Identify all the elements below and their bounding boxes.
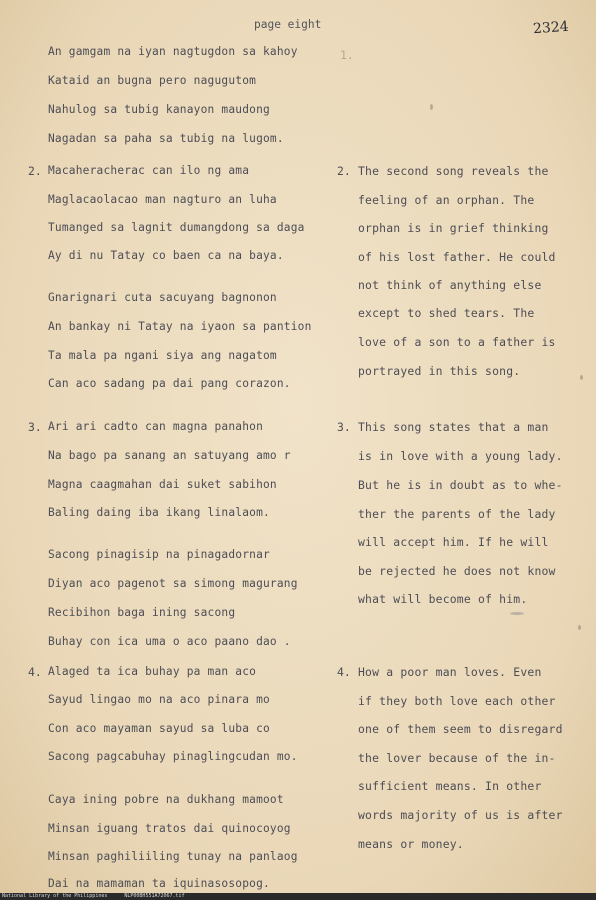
verse-line: Sayud lingao mo na aco pinara mo [48, 693, 270, 706]
verse-line: Macaheracherac can ilo ng ama [48, 164, 250, 177]
stanza-number: 2. [28, 164, 42, 178]
verse-line: Alaged ta ica buhay pa man aco [48, 665, 257, 678]
verse-line: An gamgam na iyan nagtugdon sa kahoy [48, 45, 298, 58]
note-line: not think of anything else [358, 278, 542, 292]
verse-line: Ay di nu Tatay co baen ca na baya. [48, 249, 284, 262]
page-label: page eight [254, 18, 322, 31]
note-line: The second song reveals the [358, 164, 549, 178]
ink-mark [430, 104, 433, 110]
archive-number-handwritten: 2324 [532, 18, 570, 38]
verse-line: Kataid an bugna pero nagugutom [48, 74, 257, 87]
verse-line: Minsan iguang tratos dai quinocoyog [48, 822, 291, 835]
verse-line: Recibihon baga ining sacong [48, 606, 236, 619]
verse-line: Diyan aco pagenot sa simong magurang [48, 577, 298, 590]
note-line: But he is in doubt as to whe- [358, 478, 563, 492]
note-line: sufficient means. In other [358, 779, 542, 793]
note-line: ther the parents of the lady [358, 507, 556, 521]
verse-line: Maglacaolacao man nagturo an luha [48, 193, 277, 206]
verse-line: Caya ining pobre na dukhang mamoot [48, 793, 284, 806]
ink-mark [510, 612, 524, 615]
note-line: portrayed in this song. [358, 364, 521, 378]
note-line: words majority of us is after [358, 808, 563, 822]
footer-institution: National Library of the Philippines [2, 893, 108, 899]
stanza-number: 4. [28, 665, 42, 679]
note-line: orphan is in grief thinking [358, 221, 549, 235]
ink-mark [580, 375, 583, 380]
note-number: 3. [337, 420, 351, 434]
verse-line: Dai na mamaman ta iquinasosopog. [48, 877, 270, 890]
note-line: This song states that a man [358, 420, 549, 434]
stanza-number: 3. [28, 420, 42, 434]
note-line: the lover because of the in- [358, 751, 556, 765]
note-line: feeling of an orphan. The [358, 193, 535, 207]
verse-line: Ta mala pa ngani siya ang nagatom [48, 349, 277, 362]
verse-line: Buhay con ica uma o aco paano dao . [48, 635, 291, 648]
verse-line: Sacong pagcabuhay pinaglingcudan mo. [48, 750, 298, 763]
faint-note-number: 1. [340, 48, 354, 62]
note-number: 2. [337, 164, 351, 178]
verse-line: Gnarignari cuta sacuyang bagnonon [48, 291, 277, 304]
note-line: How a poor man loves. Even [358, 665, 542, 679]
note-line: if they both love each other [358, 694, 556, 708]
verse-line: Can aco sadang pa dai pang corazon. [48, 377, 291, 390]
note-line: one of them seem to disregard [358, 722, 563, 736]
verse-line: Con aco mayaman sayud sa luba co [48, 722, 270, 735]
ink-mark [578, 625, 581, 630]
archive-footer-bar [0, 893, 596, 900]
note-line: will accept him. If he will [358, 535, 549, 549]
verse-line: Magna caagmahan dai suket sabihon [48, 478, 277, 491]
verse-line: Nahulog sa tubig kanayon maudong [48, 103, 270, 116]
note-line: of his lost father. He could [358, 250, 556, 264]
footer-file-id: NLP00BH551A72067.tif [124, 893, 185, 899]
note-line: love of a son to a father is [358, 335, 556, 349]
verse-line: Nagadan sa paha sa tubig na lugom. [48, 132, 284, 145]
note-line: be rejected he does not know [358, 564, 556, 578]
verse-line: Na bago pa sanang an satuyang amo r [48, 449, 291, 462]
verse-line: An bankay ni Tatay na iyaon sa pantion [48, 320, 312, 333]
note-line: is in love with a young lady. [358, 449, 563, 463]
verse-line: Tumanged sa lagnit dumangdong sa daga [48, 221, 305, 234]
verse-line: Minsan paghiliiling tunay na panlaog [48, 850, 298, 863]
note-line: except to shed tears. The [358, 306, 535, 320]
verse-line: Baling daing iba ikang linalaom. [48, 506, 270, 519]
note-line: means or money. [358, 837, 464, 851]
note-number: 4. [337, 665, 351, 679]
verse-line: Ari ari cadto can magna panahon [48, 420, 263, 433]
note-line: what will become of him. [358, 592, 528, 606]
verse-line: Sacong pinagisip na pinagadornar [48, 548, 270, 561]
